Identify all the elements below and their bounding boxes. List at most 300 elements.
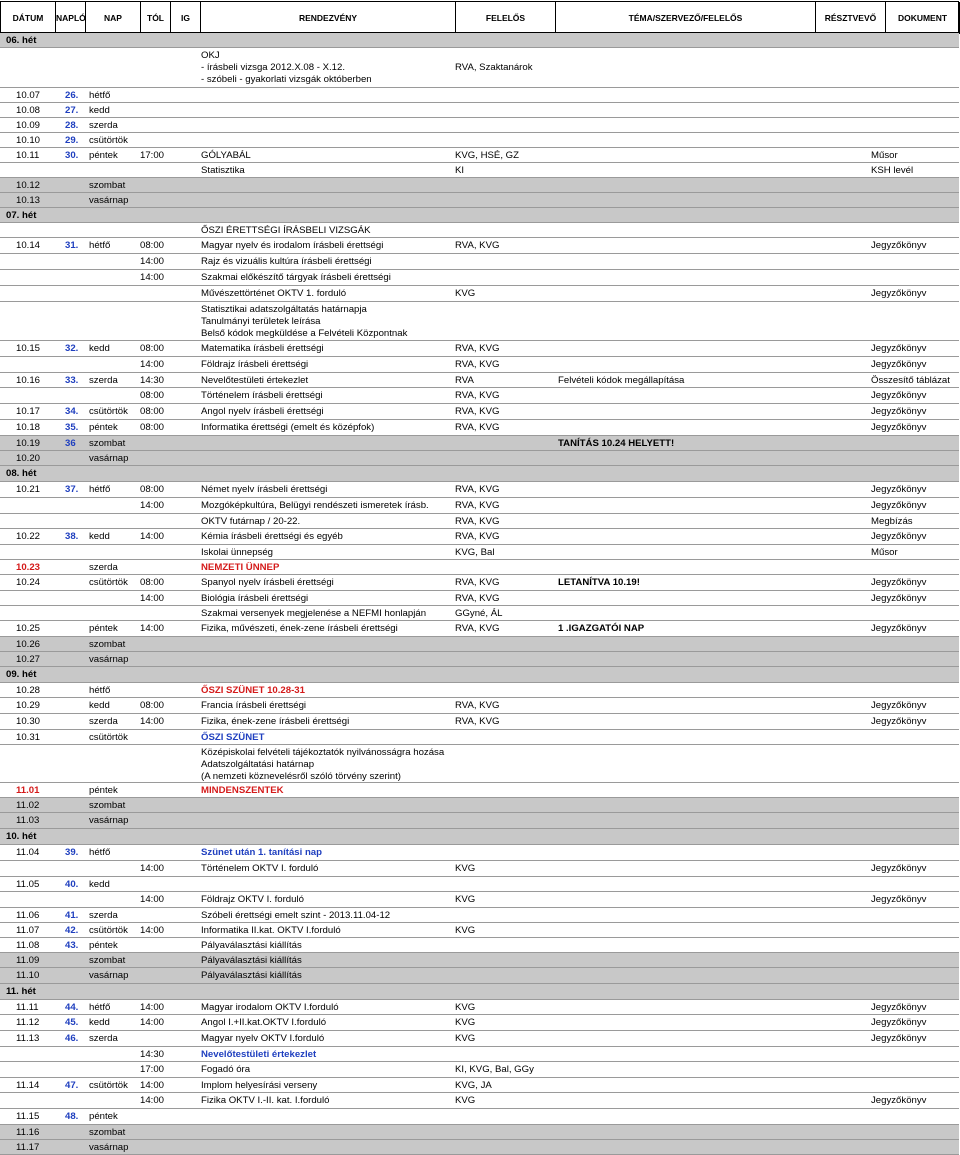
table-row (0, 606, 959, 621)
table-row (0, 698, 959, 714)
time-from: 17:00 (140, 150, 165, 161)
day-cell: csütörtök (89, 925, 128, 936)
day-cell: vasárnap (89, 453, 129, 464)
table-row (0, 1062, 959, 1078)
day-cell: kedd (89, 105, 110, 116)
header-cell: DÁTUM (1, 2, 56, 34)
journal-number: 39. (65, 847, 79, 858)
table-row (0, 783, 959, 798)
header-row (0, 1, 959, 33)
date-cell: 11.01 (16, 785, 40, 796)
event-text: Művészettörténet OKTV 1. forduló (201, 288, 347, 299)
event-text: Statisztika (201, 165, 245, 176)
date-cell: 10.13 (16, 195, 41, 206)
table-row (0, 1109, 959, 1125)
header-cell: TÓL (141, 2, 171, 34)
time-from: 14:00 (140, 1002, 165, 1013)
day-cell: vasárnap (89, 815, 129, 826)
document-cell: Jegyzőkönyv (871, 894, 927, 905)
journal-number: 45. (65, 1017, 79, 1028)
header-cell: RENDEZVÉNY (201, 2, 456, 34)
day-cell: szombat (89, 180, 126, 191)
day-cell: szombat (89, 800, 126, 811)
responsible-cell: KVG, HSÉ, GZ (455, 150, 519, 161)
document-cell: Jegyzőkönyv (871, 500, 927, 511)
date-cell: 11.10 (16, 970, 40, 981)
time-from: 17:00 (140, 1064, 165, 1075)
time-from: 14:00 (140, 863, 165, 874)
event-text: Biológia írásbeli érettségi (201, 593, 309, 604)
journal-number: 37. (65, 484, 79, 495)
table-row (0, 103, 959, 118)
table-row (0, 133, 959, 148)
day-cell: csütörtök (89, 732, 128, 743)
journal-number: 26. (65, 90, 79, 101)
table-row (0, 178, 959, 193)
document-cell: Jegyzőkönyv (871, 1033, 927, 1044)
event-text: Pályaválasztási kiállítás (201, 940, 302, 951)
event-text: Szakmai versenyek megjelenése a NEFMI honlapján (201, 608, 427, 619)
table-row (0, 357, 959, 373)
day-cell: kedd (89, 700, 110, 711)
date-cell: 10.18 (16, 422, 41, 433)
event-text: Matematika írásbeli érettségi (201, 343, 324, 354)
header-cell: RÉSZTVEVŐ (816, 2, 886, 34)
table-row (0, 637, 959, 652)
document-cell: KSH levél (871, 165, 914, 176)
day-cell: szombat (89, 1127, 126, 1138)
responsible-cell: KVG (455, 925, 476, 936)
table-row (0, 118, 959, 133)
journal-number: 47. (65, 1080, 79, 1091)
document-cell: Jegyzőkönyv (871, 1002, 927, 1013)
event-text: ŐSZI SZÜNET 10.28-31 (201, 685, 305, 696)
day-cell: péntek (89, 1111, 118, 1122)
table-row (0, 1000, 959, 1015)
day-cell: szerda (89, 562, 118, 573)
document-cell: Jegyzőkönyv (871, 422, 927, 433)
date-cell: 10.27 (16, 654, 41, 665)
topic-cell: TANÍTÁS 10.24 HELYETT! (558, 438, 675, 449)
event-text: Francia írásbeli érettségi (201, 700, 307, 711)
table-row (0, 163, 959, 178)
date-cell: 10.14 (16, 240, 41, 251)
responsible-cell: KVG (455, 1095, 476, 1106)
day-cell: péntek (89, 940, 118, 951)
table-row (0, 1031, 959, 1047)
day-cell: vasárnap (89, 195, 129, 206)
table-row (0, 845, 959, 861)
time-from: 08:00 (140, 406, 165, 417)
day-cell: szombat (89, 438, 126, 449)
event-text: Informatika érettségi (emelt és középfok) (201, 422, 375, 433)
document-cell: Jegyzőkönyv (871, 623, 927, 634)
day-cell: kedd (89, 531, 110, 542)
date-cell: 11.07 (16, 925, 40, 936)
table-row (0, 892, 959, 908)
document-cell: Összesítő táblázat (871, 375, 950, 386)
table-row (0, 48, 959, 88)
date-cell: 10.30 (16, 716, 41, 727)
document-cell: Jegyzőkönyv (871, 484, 927, 495)
day-cell: szerda (89, 910, 118, 921)
time-from: 14:00 (140, 1080, 165, 1091)
time-from: 14:00 (140, 1095, 165, 1106)
responsible-cell: RVA, KVG (455, 593, 500, 604)
topic-cell: LETANÍTVA 10.19! (558, 577, 640, 588)
date-cell: 10.11 (16, 150, 40, 161)
date-cell: 10.29 (16, 700, 41, 711)
date-cell: 11.04 (16, 847, 40, 858)
day-cell: hétfő (89, 685, 111, 696)
table-row (0, 254, 959, 270)
table-row (0, 1125, 959, 1140)
event-text: Fizika, művészeti, ének-zene írásbeli érettségi (201, 623, 398, 634)
event-text: - írásbeli vizsga 2012.X.08 - X.12. (201, 62, 345, 73)
date-cell: 11.03 (16, 815, 40, 826)
date-cell: 10.28 (16, 685, 41, 696)
day-cell: hétfő (89, 90, 111, 101)
day-cell: szerda (89, 1033, 118, 1044)
table-row (0, 193, 959, 208)
date-cell: 10.19 (16, 438, 41, 449)
event-text: Fogadó óra (201, 1064, 251, 1075)
document-cell: Jegyzőkönyv (871, 700, 927, 711)
journal-number: 33. (65, 375, 79, 386)
table-row (0, 877, 959, 892)
table-row (0, 373, 959, 388)
date-cell: 11.08 (16, 940, 40, 951)
table-row (0, 404, 959, 420)
responsible-cell: RVA, KVG (455, 406, 500, 417)
event-text: ŐSZI ÉRETTSÉGI ÍRÁSBELI VIZSGÁK (201, 225, 371, 236)
time-from: 08:00 (140, 484, 165, 495)
header-cell: NAP (86, 2, 141, 34)
journal-number: 28. (65, 120, 79, 131)
event-text: Középiskolai felvételi tájékoztatók nyilvánosságra hozása (201, 747, 445, 758)
date-cell: 10.08 (16, 105, 41, 116)
event-text: - szóbeli - gyakorlati vizsgák októberben (201, 74, 372, 85)
responsible-cell: KVG (455, 1017, 476, 1028)
table-row (0, 270, 959, 286)
event-text: Fizika OKTV I.-II. kat. I.forduló (201, 1095, 330, 1106)
journal-number: 29. (65, 135, 79, 146)
journal-number: 34. (65, 406, 79, 417)
day-cell: hétfő (89, 240, 111, 251)
event-text: Szóbeli érettségi emelt szint - 2013.11.04-12 (201, 910, 391, 921)
document-cell: Jegyzőkönyv (871, 716, 927, 727)
event-text: Fizika, ének-zene írásbeli érettségi (201, 716, 350, 727)
day-cell: péntek (89, 422, 118, 433)
header-cell: NAPLÓ (56, 2, 86, 34)
responsible-cell: KVG (455, 894, 476, 905)
event-text: Angol nyelv írásbeli érettségi (201, 406, 324, 417)
responsible-cell: RVA, KVG (455, 500, 500, 511)
date-cell: 11.05 (16, 879, 40, 890)
event-text: Mozgóképkultúra, Belügyi rendészeti ismeretek írásb. (201, 500, 429, 511)
responsible-cell: RVA, KVG (455, 577, 500, 588)
date-cell: 08. hét (6, 468, 37, 479)
responsible-cell: GGyné, ÁL (455, 608, 503, 619)
day-cell: hétfő (89, 484, 111, 495)
journal-number: 48. (65, 1111, 79, 1122)
event-text: Belső kódok megküldése a Felvételi Központnak (201, 328, 408, 339)
responsible-cell: KVG (455, 1033, 476, 1044)
time-from: 14:00 (140, 1017, 165, 1028)
date-cell: 11.11 (16, 1002, 39, 1013)
responsible-cell: RVA, KVG (455, 359, 500, 370)
event-text: NEMZETI ÜNNEP (201, 562, 280, 573)
table-row (0, 953, 959, 968)
time-from: 08:00 (140, 700, 165, 711)
event-text: Rajz és vizuális kultúra írásbeli érettségi (201, 256, 372, 267)
table-row (0, 984, 959, 1000)
date-cell: 10.07 (16, 90, 41, 101)
event-text: Pályaválasztási kiállítás (201, 955, 302, 966)
event-text: Magyar irodalom OKTV I.forduló (201, 1002, 339, 1013)
date-cell: 10.16 (16, 375, 41, 386)
date-cell: 11.06 (16, 910, 40, 921)
day-cell: szerda (89, 716, 118, 727)
time-from: 08:00 (140, 577, 165, 588)
table-row (0, 498, 959, 514)
topic-cell: Felvételi kódok megállapítása (558, 375, 685, 386)
table-row (0, 714, 959, 730)
responsible-cell: KVG, JA (455, 1080, 492, 1091)
table-row (0, 466, 959, 482)
date-cell: 11.12 (16, 1017, 40, 1028)
table-row (0, 575, 959, 591)
time-from: 14:00 (140, 272, 165, 283)
date-cell: 10.12 (16, 180, 41, 191)
table-row (0, 667, 959, 683)
date-cell: 10.09 (16, 120, 41, 131)
table-row (0, 829, 959, 845)
event-text: Nevelőtestületi értekezlet (201, 375, 309, 386)
date-cell: 11.13 (16, 1033, 40, 1044)
journal-number: 43. (65, 940, 79, 951)
topic-cell: 1 .IGAZGATÓI NAP (558, 623, 645, 634)
date-cell: 11.17 (16, 1142, 40, 1153)
day-cell: hétfő (89, 1002, 111, 1013)
document-cell: Műsor (871, 547, 898, 558)
day-cell: szombat (89, 955, 126, 966)
day-cell: csütörtök (89, 406, 128, 417)
document-cell: Jegyzőkönyv (871, 1095, 927, 1106)
responsible-cell: RVA, KVG (455, 240, 500, 251)
date-cell: 11.14 (16, 1080, 40, 1091)
document-cell: Jegyzőkönyv (871, 863, 927, 874)
event-text: Magyar nyelv OKTV I.forduló (201, 1033, 325, 1044)
event-text: Statisztikai adatszolgáltatás határnapja (201, 304, 367, 315)
table-row (0, 591, 959, 606)
header-cell: DOKUMENT (886, 2, 960, 34)
date-cell: 10.20 (16, 453, 41, 464)
time-from: 08:00 (140, 390, 165, 401)
responsible-cell: RVA, KVG (455, 343, 500, 354)
time-from: 14:00 (140, 531, 165, 542)
time-from: 08:00 (140, 422, 165, 433)
table-row (0, 33, 959, 48)
table-row (0, 436, 959, 451)
table-row (0, 861, 959, 877)
table-row (0, 968, 959, 984)
event-text: Informatika II.kat. OKTV I.forduló (201, 925, 341, 936)
event-text: OKJ (201, 50, 220, 61)
table-row (0, 938, 959, 953)
event-text: ŐSZI SZÜNET (201, 732, 265, 743)
event-text: Kémia írásbeli érettségi és egyéb (201, 531, 343, 542)
table-row (0, 730, 959, 745)
journal-number: 35. (65, 422, 79, 433)
date-cell: 11.02 (16, 800, 40, 811)
time-from: 14:30 (140, 375, 165, 386)
event-text: Adatszolgáltatási határnap (201, 759, 315, 770)
responsible-cell: RVA (455, 375, 474, 386)
event-text: Szakmai előkészítő tárgyak írásbeli érettségi (201, 272, 391, 283)
event-text: Angol I.+II.kat.OKTV I.forduló (201, 1017, 327, 1028)
document-cell: Jegyzőkönyv (871, 288, 927, 299)
date-cell: 09. hét (6, 669, 37, 680)
date-cell: 10.23 (16, 562, 41, 573)
responsible-cell: KVG (455, 1002, 476, 1013)
document-cell: Jegyzőkönyv (871, 359, 927, 370)
event-text: Szünet után 1. tanítási nap (201, 847, 323, 858)
journal-number: 40. (65, 879, 79, 890)
time-from: 14:00 (140, 894, 165, 905)
date-cell: 07. hét (6, 210, 37, 221)
journal-number: 44. (65, 1002, 79, 1013)
date-cell: 10. hét (6, 831, 37, 842)
time-from: 14:00 (140, 500, 165, 511)
document-cell: Jegyzőkönyv (871, 577, 927, 588)
header-cell: FELELŐS (456, 2, 556, 34)
day-cell: szerda (89, 120, 118, 131)
event-text: GÓLYABÁL (201, 150, 251, 161)
responsible-cell: KVG, Bal (455, 547, 495, 558)
document-cell: Jegyzőkönyv (871, 343, 927, 354)
event-text: Földrajz OKTV I. forduló (201, 894, 304, 905)
table-row (0, 1078, 959, 1093)
date-cell: 11.15 (16, 1111, 40, 1122)
event-text: Történelem írásbeli érettségi (201, 390, 323, 401)
responsible-cell: RVA, KVG (455, 390, 500, 401)
table-row (0, 388, 959, 404)
table-row (0, 798, 959, 813)
day-cell: péntek (89, 150, 118, 161)
table-row (0, 908, 959, 923)
responsible-cell: RVA, KVG (455, 516, 500, 527)
day-cell: csütörtök (89, 135, 128, 146)
table-row (0, 745, 959, 783)
table-row (0, 208, 959, 223)
time-from: 08:00 (140, 240, 165, 251)
table-row (0, 148, 959, 163)
table-row (0, 451, 959, 466)
table-row (0, 1015, 959, 1031)
journal-number: 27. (65, 105, 79, 116)
header-cell: TÉMA/SZERVEZŐ/FELELŐS (556, 2, 816, 34)
document-cell: Műsor (871, 150, 898, 161)
event-text: Nevelőtestületi értekezlet (201, 1049, 317, 1060)
event-text: Történelem OKTV I. forduló (201, 863, 319, 874)
document-cell: Jegyzőkönyv (871, 390, 927, 401)
event-text: Implom helyesírási verseny (201, 1080, 318, 1091)
table-row (0, 923, 959, 938)
event-text: Tanulmányi területek leírása (201, 316, 321, 327)
table-row (0, 545, 959, 560)
header-cell: IG (171, 2, 201, 34)
responsible-cell: RVA, KVG (455, 484, 500, 495)
responsible-cell: RVA, KVG (455, 422, 500, 433)
table-row (0, 652, 959, 667)
event-text: (A nemzeti köznevelésről szóló törvény szerint) (201, 771, 401, 782)
date-cell: 10.10 (16, 135, 41, 146)
table-row (0, 813, 959, 829)
date-cell: 10.17 (16, 406, 41, 417)
time-from: 14:00 (140, 256, 165, 267)
responsible-cell: KVG (455, 863, 476, 874)
responsible-cell: KI (455, 165, 465, 176)
table-row (0, 1093, 959, 1109)
table-row (0, 88, 959, 103)
event-text: Német nyelv írásbeli érettségi (201, 484, 328, 495)
responsible-cell: KVG (455, 288, 476, 299)
day-cell: kedd (89, 879, 110, 890)
event-text: Pályaválasztási kiállítás (201, 970, 302, 981)
day-cell: csütörtök (89, 577, 128, 588)
day-cell: vasárnap (89, 654, 129, 665)
table-row (0, 621, 959, 637)
date-cell: 10.24 (16, 577, 41, 588)
day-cell: vasárnap (89, 1142, 129, 1153)
event-text: Földrajz írásbeli érettségi (201, 359, 309, 370)
table-row (0, 683, 959, 698)
table-row (0, 420, 959, 436)
document-cell: Jegyzőkönyv (871, 240, 927, 251)
journal-number: 32. (65, 343, 79, 354)
document-cell: Megbízás (871, 516, 913, 527)
responsible-cell: RVA, KVG (455, 531, 500, 542)
date-cell: 10.25 (16, 623, 41, 634)
table-row (0, 482, 959, 498)
time-from: 14:00 (140, 925, 165, 936)
day-cell: vasárnap (89, 970, 129, 981)
day-cell: péntek (89, 623, 118, 634)
time-from: 14:00 (140, 716, 165, 727)
date-cell: 10.31 (16, 732, 41, 743)
date-cell: 11.09 (16, 955, 40, 966)
journal-number: 42. (65, 925, 79, 936)
table-row (0, 341, 959, 357)
day-cell: kedd (89, 343, 110, 354)
journal-number: 46. (65, 1033, 79, 1044)
responsible-cell: RVA, KVG (455, 623, 500, 634)
journal-number: 38. (65, 531, 79, 542)
document-cell: Jegyzőkönyv (871, 593, 927, 604)
time-from: 14:30 (140, 1049, 165, 1060)
date-cell: 10.22 (16, 531, 41, 542)
day-cell: péntek (89, 785, 118, 796)
responsible-cell: RVA, KVG (455, 716, 500, 727)
day-cell: hétfő (89, 847, 111, 858)
time-from: 14:00 (140, 359, 165, 370)
responsible-cell: KI, KVG, Bal, GGy (455, 1064, 534, 1075)
day-cell: szerda (89, 375, 118, 386)
date-cell: 11. hét (6, 986, 36, 997)
table-row (0, 302, 959, 341)
table-row (0, 223, 959, 238)
